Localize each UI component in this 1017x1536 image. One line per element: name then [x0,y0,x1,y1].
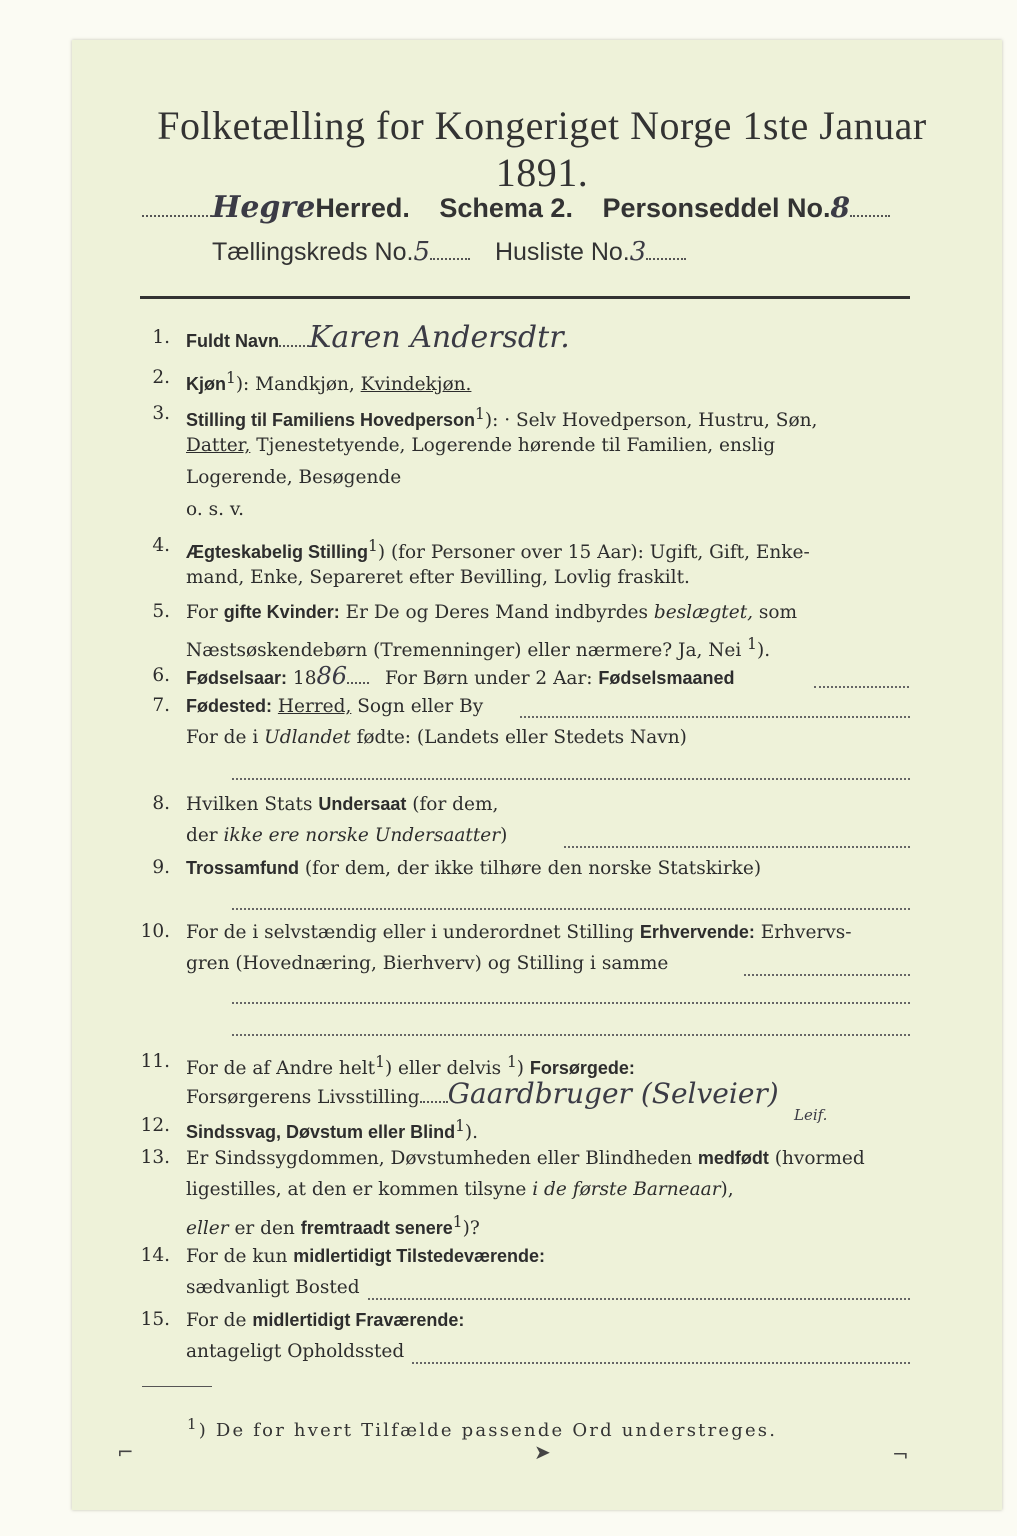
abroad-word: Udlandet [264,727,351,748]
religion-label: Trossamfund [186,858,300,878]
family-position-options-2: Tjenestetyende, Logerende hørende til Familien, enslig [250,435,776,456]
probable-residence-label: antageligt Opholdssted [186,1341,405,1362]
kreds-label: Tællingskreds No. [212,238,414,266]
item-10-line-1 [186,916,851,949]
congenital-question: Er Sindssygdommen, Døvstumheden eller Blindheden [186,1148,698,1169]
kreds-dots [430,236,470,260]
item-1-text [186,322,570,358]
subject-question: (for dem, [406,794,499,815]
sex-options: ): Mandkjøn, [235,374,361,396]
corner-mark-center: ➤ [534,1440,551,1464]
herred-dots [142,193,212,217]
subject-line-2-end: ) [500,825,508,846]
herred-label: Herred. [315,193,410,223]
full-name-dots [279,331,309,347]
husliste-dots [646,236,686,260]
provider-note: Leif. [794,1106,828,1124]
footnote-marker: 1 [747,635,757,653]
corner-mark-left: ⌐ [117,1440,134,1464]
footnote-marker: 1 [226,369,236,387]
subject-label: Undersaat [318,794,407,814]
married-women-question-end: som [753,602,798,623]
temporary-present-prefix: For de kun [186,1246,294,1267]
supported-partly: ) eller delvis [384,1058,507,1080]
provider-occupation-label: Forsørgerens Livsstilling [186,1087,420,1108]
item-number: 5. [152,601,170,622]
occupation-question-2: gren (Hovednæring, Bierhverv) og Stilling i samme [186,953,669,974]
item-11-line-2 [186,1078,779,1114]
footnote-marker: 1 [375,1053,385,1071]
supported-sep: ) [516,1058,530,1080]
cousin-question-end: ). [756,640,771,662]
married-women-question: Er De og Deres Mand indbyrdes [339,602,654,623]
cousin-question: Næstsøskendebørn (Tremenninger) eller nærmere? Ja, Nei [186,640,748,662]
family-position-etc: o. s. v. [186,499,244,520]
birthplace-label: Fødested: [186,696,273,716]
occupation-prefix: For de i selvstændig eller i underordnet Stilling [186,922,640,943]
personseddel-dots [850,193,890,217]
item-13-line-1 [186,1142,865,1175]
occupation-question: Erhvervs- [754,922,852,943]
supported-prefix: For de af Andre helt [186,1058,376,1080]
family-position-label: Stilling til Familiens Hovedperson [186,410,476,431]
later-question: er den [228,1218,301,1240]
later-label: fremtraadt senere [300,1218,453,1239]
religion-field [232,886,910,910]
temporary-present-label: midlertidigt Tilstedeværende: [293,1246,545,1266]
item-3-line-2 [186,430,775,462]
marital-status-options: ) (for Personer over 15 Aar): Ugift, Gift, Enke- [377,542,810,564]
item-5-line-1 [186,596,797,629]
corner-mark-right: ¬ [892,1442,909,1466]
item-number: 11. [140,1051,170,1072]
occupation-field-3 [232,1012,910,1036]
usual-residence-field [368,1276,910,1300]
item-14-text [186,1240,545,1273]
item-8-line-2 [186,820,507,852]
birth-year-prefix: 18 [287,668,317,689]
item-number: 3. [152,403,170,424]
item-number: 2. [152,367,170,388]
marital-status-options-2: mand, Enke, Separeret efter Bevilling, Lovlig fraskilt. [186,567,690,588]
herred-line [142,190,890,225]
item-number: 15. [140,1309,170,1330]
header-rule [140,296,910,299]
related-word: beslægtet, [653,602,754,623]
herred-value: Hegre [212,190,316,225]
religion-question: (for dem, der ikke tilhøre den norske Statskirke) [299,858,762,879]
birthplace-selected: Herred, [277,696,352,717]
item-7-line-2 [186,722,687,754]
full-name-label: Fuldt Navn [186,331,279,351]
temporary-absent-label: midlertidigt Fraværende: [252,1310,465,1330]
abroad-question: fødte: (Landets eller Stedets Navn) [350,727,687,748]
birth-year-value: 86 [316,662,348,690]
item-number: 10. [140,921,170,942]
infant-question: For Børn under 2 Aar: [385,668,599,689]
occupation-label: Erhvervende: [639,922,755,942]
birth-year-label: Fødselsaar: [186,668,288,688]
sex-label: Kjøn [186,374,226,395]
occupation-field-2 [232,980,910,1004]
married-women-label: gifte Kvinder: [223,602,340,622]
footnote-marker: 1 [475,405,485,423]
item-number: 7. [152,695,170,716]
footnote-marker: 1 [455,1117,465,1135]
subject-prefix: Hvilken Stats [186,794,319,815]
form-title: Folketælling for Kongeriget Norge 1ste Januar 1891. [157,103,927,195]
footnote-marker: 1 [506,1053,517,1071]
item-number: 14. [140,1245,170,1266]
schema-label: Schema 2. [439,193,573,223]
item-number: 1. [152,327,170,348]
item-15-text [186,1304,464,1337]
childhood-question: ligestilles, at den er kommen tilsyne [186,1179,533,1200]
temporary-absent-prefix: For de [186,1310,253,1331]
family-position-options: ): · Selv Hovedperson, Hustru, Søn, [484,410,818,432]
marital-status-label: Ægteskabelig Stilling [186,542,369,563]
provider-occupation-value: Gaardbruger (Selveier) [447,1077,779,1110]
census-form [72,40,1002,1510]
personseddel-label: Personseddel No. [602,193,831,223]
sex-selected: Kvindekjøn. [360,374,472,396]
subject-field [564,824,910,848]
childhood-years: i de første Barneaar [532,1179,721,1200]
footnote-rule [142,1386,212,1387]
congenital-question-end: (hvormed [768,1148,865,1169]
family-position-selected: Datter, [186,435,251,456]
kreds-value: 5 [413,237,430,267]
footnote-marker: 1 [452,1213,463,1231]
item-9-text [186,852,761,885]
probable-residence-field [412,1340,910,1364]
subject-line-2-prefix: der [186,825,224,846]
item-number: 9. [152,857,170,878]
item-number: 8. [152,793,170,814]
footnote-text: ) De for hvert Tilfælde passende Ord understreges. [198,1420,778,1441]
occupation-field [744,952,910,976]
congenital-label: medfødt [697,1148,769,1168]
item-number: 6. [152,665,170,686]
husliste-value: 3 [629,237,647,267]
birthplace-options: Sogn eller By [351,696,484,717]
birth-month-label: Fødselsmaaned [598,668,735,688]
item-5-prefix: For [186,602,224,623]
footnote [187,1415,777,1441]
item-number: 12. [140,1115,170,1136]
footnote-marker: 1 [368,537,378,555]
footnote-marker: 1 [187,1415,199,1433]
disability-end: ). [464,1122,478,1144]
provider-dots [420,1087,448,1103]
usual-residence-label: sædvanligt Bosted [186,1277,360,1298]
husliste-label: Husliste No. [494,238,630,266]
abroad-prefix: For de i [186,727,265,748]
supported-label: Forsørgede: [529,1058,635,1079]
non-norwegian-subjects: ikke ere norske Undersaatter [223,825,501,846]
birth-year-dots [347,668,369,684]
disability-label: Sindssvag, Døvstum eller Blind [186,1122,456,1143]
item-8-text [186,788,498,821]
full-name-value: Karen Andersdtr. [309,320,570,355]
kreds-line [212,236,686,267]
item-13-line-2 [186,1174,734,1206]
childhood-question-end: ), [720,1179,734,1200]
abroad-field [232,756,910,780]
later-question-end: )? [462,1218,480,1240]
family-position-options-3: Logerende, Besøgende [186,467,402,488]
birthplace-field [520,694,910,718]
item-2-text [186,362,471,401]
or-word: eller [186,1218,229,1240]
item-number: 4. [152,535,170,556]
birth-month-field [814,664,909,688]
item-number: 13. [140,1147,170,1168]
item-7-text [186,690,483,723]
personseddel-value: 8 [830,191,851,224]
